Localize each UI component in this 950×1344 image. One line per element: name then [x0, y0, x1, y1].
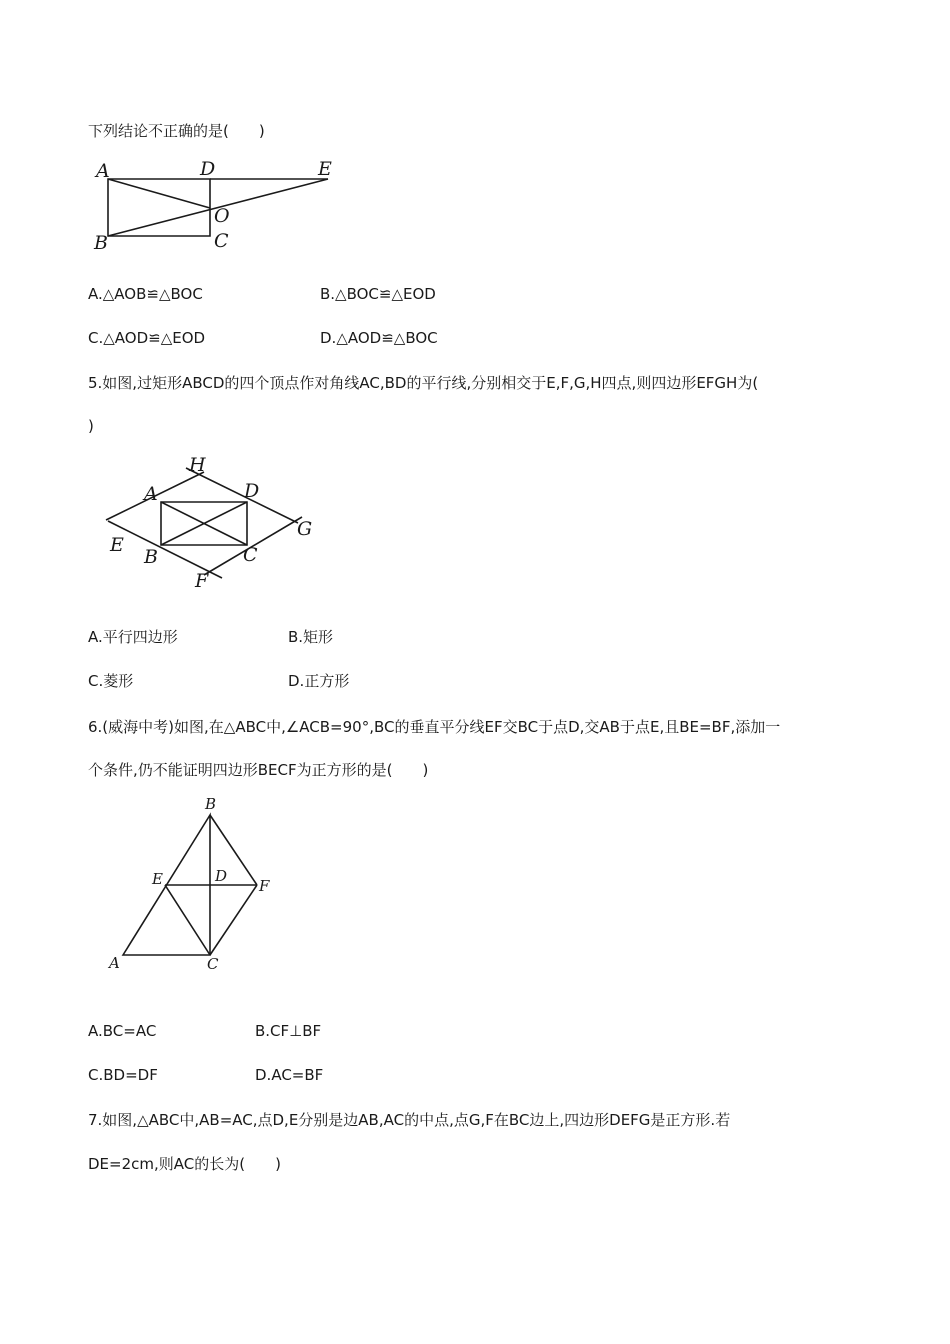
q6-label-a: A	[109, 954, 120, 972]
q6-option-d[interactable]: D.AC=BF	[255, 1066, 324, 1084]
q5-stem-line1: 5.如图,过矩形ABCD的四个顶点作对角线AC,BD的平行线,分别相交于E,F,G,H四点,则四边形EFGH为(	[88, 374, 759, 392]
q6-stem-line1: 6.(威海中考)如图,在△ABC中,∠ACB=90°,BC的垂直平分线EF交BC于点D,交AB于点E,且BE=BF,添加一	[88, 718, 781, 736]
q6-figure	[105, 795, 280, 975]
q4-label-d: D	[200, 158, 216, 180]
q5-option-c[interactable]: C.菱形	[88, 672, 134, 690]
q4-option-a[interactable]: A.△AOB≌△BOC	[88, 285, 203, 303]
q6-stem-line2: 个条件,仍不能证明四边形BECF为正方形的是( )	[88, 761, 429, 779]
q5-label-h: H	[189, 454, 206, 476]
q7-stem-line2: DE=2cm,则AC的长为( )	[88, 1155, 281, 1173]
q6-label-c: C	[207, 955, 219, 973]
q4-label-o: O	[214, 205, 230, 227]
q4-option-c[interactable]: C.△AOD≌△EOD	[88, 329, 206, 347]
q4-figure	[90, 155, 350, 255]
q6-option-b[interactable]: B.CF⊥BF	[255, 1022, 322, 1040]
q6-label-f: F	[259, 877, 270, 895]
q4-rectangle	[108, 179, 210, 236]
q4-line-ao	[108, 179, 210, 208]
q5-option-b[interactable]: B.矩形	[288, 628, 334, 646]
q5-label-g: G	[297, 518, 313, 540]
q6-line-cf	[210, 885, 257, 955]
q6-label-e: E	[152, 870, 163, 888]
q7-stem-line1: 7.如图,△ABC中,AB=AC,点D,E分别是边AB,AC的中点,点G,F在BC边上,四边形DEFG是正方形.若	[88, 1111, 731, 1129]
q6-label-d: D	[215, 867, 228, 885]
q6-label-b: B	[205, 795, 217, 813]
q5-figure	[100, 452, 330, 592]
q5-label-a: A	[144, 483, 158, 505]
q5-label-f: F	[195, 570, 209, 592]
q6-line-ec	[165, 885, 210, 955]
q4-label-c: C	[214, 230, 229, 252]
q4-option-b[interactable]: B.△BOC≌△EOD	[320, 285, 436, 303]
q4-option-d[interactable]: D.△AOD≌△BOC	[320, 329, 438, 347]
q4-stem: 下列结论不正确的是( )	[88, 122, 265, 140]
q6-option-c[interactable]: C.BD=DF	[88, 1066, 158, 1084]
q4-label-b: B	[94, 232, 108, 254]
q5-stem-line2: )	[88, 417, 94, 435]
q4-label-e: E	[318, 158, 332, 180]
q5-option-d[interactable]: D.正方形	[288, 672, 350, 690]
q5-line-hg	[186, 468, 298, 523]
q5-option-a[interactable]: A.平行四边形	[88, 628, 178, 646]
q4-label-a: A	[96, 160, 110, 182]
q5-label-c: C	[243, 544, 258, 566]
q6-option-a[interactable]: A.BC=AC	[88, 1022, 157, 1040]
q5-label-d: D	[244, 480, 260, 502]
q5-label-b: B	[144, 546, 158, 568]
q5-label-e: E	[110, 534, 124, 556]
